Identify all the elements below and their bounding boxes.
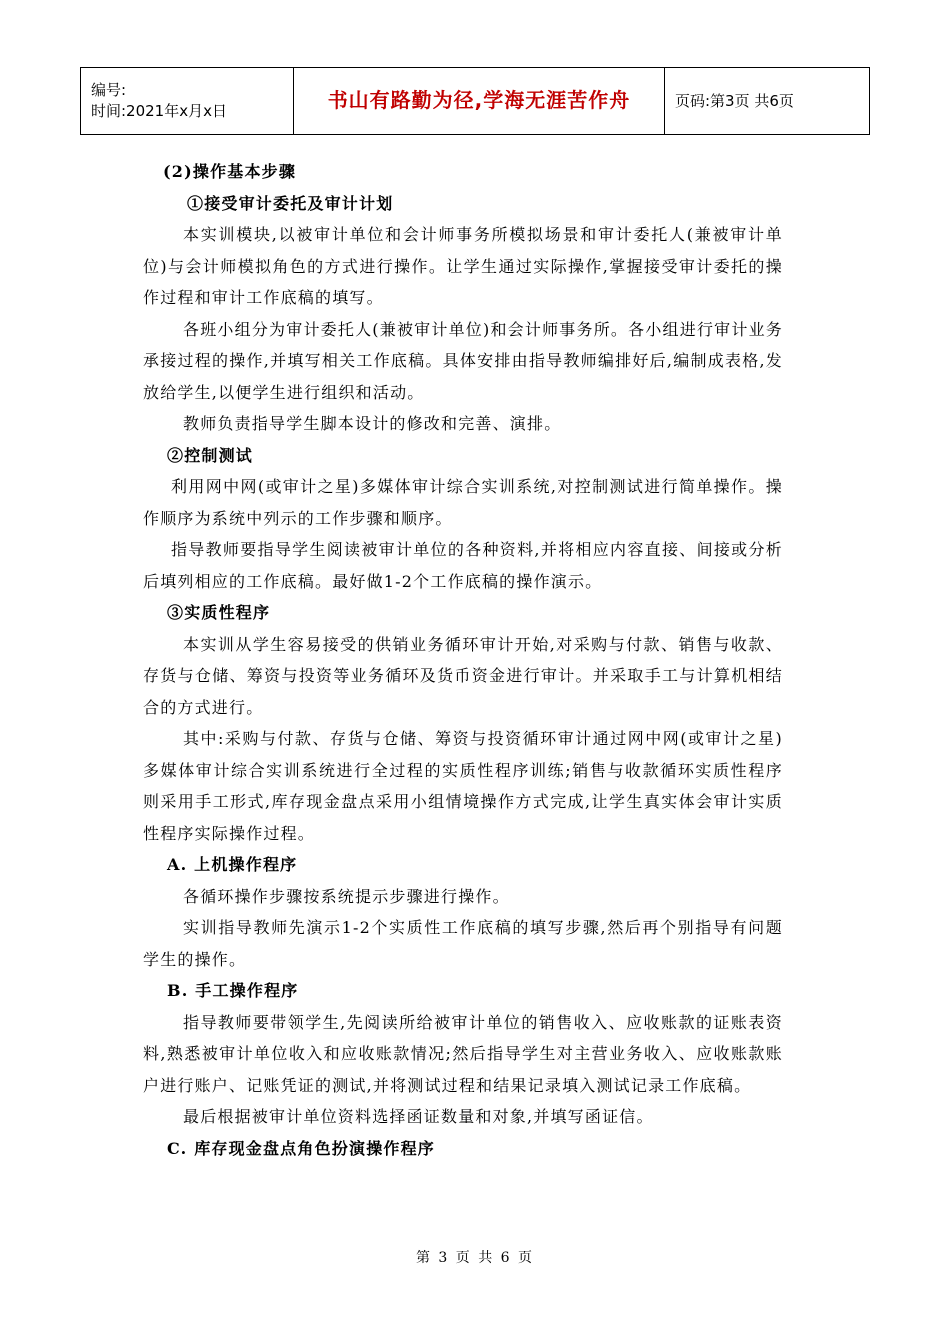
step1-title: ①接受审计委托及审计计划 <box>187 193 394 213</box>
paragraph: 本实训从学生容易接受的供销业务循环审计开始,对采购与付款、销售与收款、存货与仓储、筹资与投资等业务循环及货币资金进行审计。并采取手工与计算机相结合的方式进行。 <box>143 634 783 717</box>
time-label: 时间:2021年x月x日 <box>91 102 227 120</box>
section-title: (2)操作基本步骤 <box>163 162 297 181</box>
paragraph: 其中:采购与付款、存货与仓储、筹资与投资循环审计通过网中网(或审计之星)多媒体审计综合实训系统进行全过程的实质性程序训练;销售与收款循环实质性程序则采用手工形式,库存现金盘点采用小组情境操作方式完成,让学生真实体会审计实质性程序实际操作过程。 <box>143 729 783 843</box>
paragraph: 教师负责指导学生脚本设计的修改和完善、演排。 <box>183 414 562 433</box>
step3-title: ③实质性程序 <box>167 603 271 622</box>
paragraph: 指导教师要带领学生,先阅读所给被审计单位的销售收入、应收账款的证账表资料,熟悉被审计单位收入和应收账款情况;然后指导学生对主营业务收入、应收账款账户进行账户、记账凭证的测试,并将测试过程和结果记录填入测试记录工作底稿。 <box>143 1012 783 1095</box>
paragraph: 指导教师要指导学生阅读被审计单位的各种资料,并将相应内容直接、间接或分析后填列相应的工作底稿。最好做1-2个工作底稿的操作演示。 <box>143 540 783 591</box>
header-motto-cell <box>294 68 665 135</box>
paragraph: 本实训模块,以被审计单位和会计师事务所模拟场景和审计委托人(兼被审计单位)与会计师模拟角色的方式进行操作。让学生通过实际操作,掌握接受审计委托的操作过程和审计工作底稿的填写。 <box>143 225 783 307</box>
header-table <box>80 67 870 135</box>
sub-a-title: A. 上机操作程序 <box>167 855 298 874</box>
page-footer: 第 3 页 共 6 页 <box>415 1250 535 1266</box>
sub-b-title: B. 手工操作程序 <box>167 981 299 1000</box>
paragraph: 各班小组分为审计委托人(兼被审计单位)和会计师事务所。各小组进行审计业务承接过程的操作,并填写相关工作底稿。具体安排由指导教师编排好后,编制成表格,发放给学生,以便学生进行组织和活动。 <box>143 319 783 402</box>
header-left-cell <box>81 68 294 135</box>
paragraph: 最后根据被审计单位资料选择函证数量和对象,并填写函证信。 <box>183 1107 654 1126</box>
paragraph: 利用网中网(或审计之星)多媒体审计综合实训系统,对控制测试进行简单操作。操作顺序为系统中列示的工作步骤和顺序。 <box>143 477 783 528</box>
step2-title: ②控制测试 <box>167 445 254 465</box>
sub-c-title: C. 库存现金盘点角色扮演操作程序 <box>167 1138 435 1158</box>
paragraph: 实训指导教师先演示1-2个实质性工作底稿的填写步骤,然后再个别指导有问题学生的操作。 <box>143 918 783 969</box>
document-body <box>143 156 783 1164</box>
page-info: 页码:第3页 共6页 <box>665 68 870 135</box>
paragraph: 各循环操作步骤按系统提示步骤进行操作。 <box>183 886 510 906</box>
number-label: 编号: <box>91 81 127 99</box>
motto: 书山有路勤为径,学海无涯苦作舟 <box>327 87 631 112</box>
